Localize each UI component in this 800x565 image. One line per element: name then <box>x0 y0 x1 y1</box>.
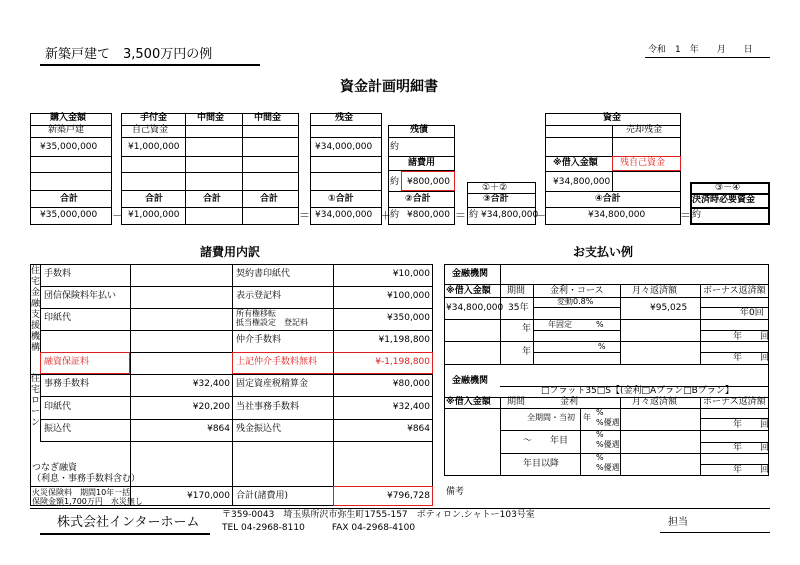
expense-right-label: 当社事務手数料 <box>236 402 300 412</box>
percent-3: % <box>596 430 604 439</box>
company-address: 〒359-0043 埼玉県所沢市弥生町1755-157 ボティロン.シャトー103号室 <box>222 510 535 520</box>
expense-right-label: 残金振込代 <box>236 424 282 434</box>
total-balance: ¥34,000,000 <box>315 210 373 220</box>
op-equal-3: ＝ <box>680 209 691 222</box>
expenses-total-label: 合計(諸費用) <box>236 491 289 501</box>
bonus2-label: ボーナス返済額 <box>703 397 766 407</box>
divider <box>444 408 769 409</box>
expense-left-value: ¥32,400 <box>192 379 230 389</box>
divider <box>121 137 299 138</box>
deposit-header: 手付金 <box>140 113 168 123</box>
divider <box>580 408 581 476</box>
rate-course-label: 金利・コース <box>550 286 604 296</box>
years-35: 35年 <box>508 303 529 313</box>
total-sum: ¥34,800,000 <box>481 210 539 220</box>
debt-approx: 約 <box>390 142 400 152</box>
monthly2-label: 月々返済額 <box>632 397 678 407</box>
total-approx-2: 約 <box>469 210 479 220</box>
divider <box>700 330 769 331</box>
loan-label: ※借入金額 <box>446 286 491 296</box>
expense-left-label: 事務手数料 <box>44 379 90 389</box>
expense-right-label: 契約書印紙代 <box>236 269 291 279</box>
company-underline <box>40 533 210 535</box>
op-minus-1: － <box>112 209 123 222</box>
expense-left-label: 印紙代 <box>44 313 72 323</box>
total-label-3: 合計 <box>203 194 222 204</box>
expense-left-value: ¥864 <box>207 424 230 434</box>
divider <box>232 264 233 506</box>
expenses-section-title: 諸費用内訳 <box>200 245 261 259</box>
fire-label-1: 火災保険料 期間10年一括 <box>32 488 131 497</box>
divider <box>545 191 681 192</box>
total-label-2: 合計 <box>145 194 164 204</box>
settlement-approx: 約 <box>692 210 702 220</box>
fixed-label: 年固定 % <box>548 320 604 329</box>
period2-label: 期間 <box>507 397 526 407</box>
divider <box>310 125 382 126</box>
divider <box>185 113 186 225</box>
expense-right-value: ¥10,000 <box>392 269 430 279</box>
settlement-label: 決済時必要資金 <box>692 195 756 205</box>
total-label-1: 合計 <box>60 194 79 204</box>
divider <box>444 297 769 298</box>
row-divider <box>40 441 433 442</box>
divider <box>310 137 382 138</box>
divider <box>121 172 299 173</box>
total-1-label: ①合計 <box>328 194 354 204</box>
monthly-value: ¥95,025 <box>650 303 688 313</box>
total-deposit: ¥1,000,000 <box>128 210 180 220</box>
total-fund: ¥34,800,000 <box>588 210 646 220</box>
purchase-value: ¥35,000,000 <box>40 142 98 152</box>
variable-rate: 変動0.8% <box>557 297 594 306</box>
divider <box>121 207 299 208</box>
percent-pref-1: %優遇 <box>596 418 620 427</box>
expense-right-value: ¥100,000 <box>387 291 430 301</box>
bridge-label-1: つなぎ融資 <box>32 463 78 473</box>
doc-subtitle: 新築戸建て 3,500万円の例 <box>45 47 213 62</box>
expense-right-label: 固定資産税精算金 <box>236 379 309 389</box>
divider <box>310 156 382 157</box>
remarks-label: 備考 <box>446 487 465 497</box>
divider <box>388 137 455 138</box>
staff-underline <box>660 532 770 533</box>
divider <box>500 264 501 284</box>
bonus-0: 年0回 <box>740 308 764 318</box>
divider <box>388 207 455 208</box>
expense-right-label: 仲介手数料 <box>236 335 282 345</box>
loan-amount-label: ※借入金額 <box>553 158 598 168</box>
date-label: 令和 1 年 月 日 <box>648 45 753 55</box>
row-divider <box>40 396 433 397</box>
page-title: 資金計画明細書 <box>340 79 438 95</box>
side-label-1: 住宅金融支援機構 <box>31 266 41 353</box>
expense-right-value: ¥32,400 <box>392 402 430 412</box>
divider <box>310 207 382 208</box>
expense-left-value: ¥20,200 <box>192 402 230 412</box>
payments-section-title: お支払い例 <box>573 245 634 259</box>
kai-4: 年 回 <box>733 443 770 453</box>
row-divider <box>40 374 433 375</box>
divider <box>388 191 455 192</box>
divider <box>30 156 112 157</box>
flat35-label: □フラット35□S【(金利□Aプラン□Bプラン】 <box>541 386 734 396</box>
bridge-label-2: （利息・事務手数料含む） <box>32 474 141 484</box>
percent-2: % <box>596 408 604 417</box>
institution-label: 金融機関 <box>452 269 489 279</box>
debt-header: 残債 <box>410 125 429 135</box>
expense-right-value: ¥350,000 <box>387 313 430 323</box>
kai-1: 年 回 <box>733 332 770 342</box>
expense-right-value: ¥864 <box>407 424 430 434</box>
year-after: 年目以降 <box>523 459 560 469</box>
row-divider <box>40 419 433 420</box>
interim-header-1: 中間金 <box>197 113 225 123</box>
total-3-label: ③合計 <box>483 194 509 204</box>
total-expenses: ¥800,000 <box>407 210 450 220</box>
deposit-value: ¥1,000,000 <box>128 142 180 152</box>
expenses-header: 諸費用 <box>408 158 436 168</box>
percent-pref-3: %優遇 <box>596 463 620 472</box>
divider <box>121 190 299 191</box>
op-plus: ＋ <box>380 209 391 222</box>
divider <box>533 330 620 331</box>
expense-left-label: 印紙代 <box>44 402 72 412</box>
divider <box>444 364 769 365</box>
purchase-header: 購入金額 <box>50 113 87 123</box>
divider <box>444 319 769 320</box>
total-4-label: ④合計 <box>595 194 621 204</box>
period-label: 期間 <box>507 286 526 296</box>
settlement-header: ③－④ <box>715 183 741 193</box>
purchase-sub: 新築戸建 <box>48 125 85 135</box>
staff-label: 担当 <box>668 517 688 528</box>
balance-box <box>310 113 382 225</box>
sum-header: ①＋② <box>482 183 508 193</box>
divider <box>388 156 455 157</box>
percent-1: % <box>598 342 606 351</box>
divider <box>500 430 769 431</box>
monthly-label: 月々返済額 <box>632 286 678 296</box>
total-label-4: 合計 <box>260 194 279 204</box>
expense-left-label: 手数料 <box>44 269 72 279</box>
divider <box>30 137 112 138</box>
total-approx-1: 約 <box>390 210 400 220</box>
percent-pref-2: %優遇 <box>596 440 620 449</box>
own-fund-label: 残自己資金 <box>620 158 666 168</box>
divider <box>500 453 769 454</box>
divider <box>30 207 112 208</box>
balance-header: 残金 <box>335 113 354 123</box>
total-purchase: ¥35,000,000 <box>40 210 98 220</box>
divider <box>545 137 681 138</box>
total-2-label: ②合計 <box>405 194 431 204</box>
divider <box>533 307 620 308</box>
rate2-label: 金利 <box>560 397 579 407</box>
op-equal-1: ＝ <box>299 209 310 222</box>
divider <box>444 284 769 285</box>
divider <box>121 156 299 157</box>
expenses-value: ¥800,000 <box>407 177 450 187</box>
fire-label-2: 保険金額1,700万円 水災無し <box>32 497 143 506</box>
op-minus-2: － <box>535 209 546 222</box>
divider <box>333 264 334 506</box>
company-name: 株式会社インターホーム <box>57 515 200 530</box>
divider <box>130 264 131 506</box>
sale-balance: 売却残金 <box>626 125 663 135</box>
interim-header-2: 中間金 <box>254 113 282 123</box>
op-equal-2: ＝ <box>455 209 466 222</box>
expenses-approx: 約 <box>390 177 400 187</box>
expenses-total-value: ¥796,728 <box>387 491 430 501</box>
divider <box>30 172 112 173</box>
divider <box>620 284 621 364</box>
divider <box>690 207 770 209</box>
year-unit-1: 年 <box>522 324 532 334</box>
deposit-sub: 自己資金 <box>132 125 169 135</box>
side-label-2: 住宅ローン <box>31 374 41 428</box>
kai-3: 年 回 <box>733 420 770 430</box>
divider <box>30 374 40 375</box>
divider <box>467 207 536 208</box>
balance-value: ¥34,000,000 <box>315 142 373 152</box>
expense-left-label: 振込代 <box>44 424 72 434</box>
loan2-label: ※借入金額 <box>446 397 491 407</box>
full-period: 全期間・当初 年 <box>527 413 591 422</box>
date-underline <box>645 57 770 58</box>
expense-right-value: ¥80,000 <box>392 379 430 389</box>
divider <box>545 171 681 172</box>
expense-right-label: 表示登記料 <box>236 291 282 301</box>
kai-2: 年 回 <box>733 353 770 363</box>
company-contact: TEL 04-2968-8110 FAX 04-2968-4100 <box>222 523 416 533</box>
bonus-label: ボーナス返済額 <box>703 286 766 296</box>
divider <box>545 207 681 208</box>
loan-value: ¥34,800,000 <box>446 303 504 313</box>
divider <box>242 113 243 225</box>
subtitle-underline <box>40 64 260 66</box>
divider <box>444 341 769 342</box>
year-unit-2: 年 <box>522 347 532 357</box>
divider <box>30 508 770 509</box>
expense-left-label: 融資保証料 <box>44 357 90 367</box>
divider <box>310 172 382 173</box>
expense-right-value: ¥-1,198,800 <box>375 357 430 367</box>
row-divider <box>40 286 433 287</box>
percent-4: % <box>596 453 604 462</box>
fund-header: 資金 <box>603 113 622 123</box>
tilde-year: ～ 年目 <box>523 436 569 446</box>
divider <box>700 418 769 419</box>
kai-5: 年 回 <box>733 465 770 475</box>
divider <box>500 284 501 364</box>
loan-amount-value: ¥34,800,000 <box>553 177 611 187</box>
expense-right-label2: 抵当権設定 登記料 <box>236 318 308 327</box>
expense-left-label: 団信保険料年払い <box>44 291 117 301</box>
expense-right-label: 上記仲介手数料無料 <box>236 357 318 367</box>
divider <box>310 190 382 191</box>
expense-right-value: ¥1,198,800 <box>378 335 430 345</box>
institution2-label: 金融機関 <box>452 376 489 386</box>
fire-value: ¥170,000 <box>187 491 230 501</box>
divider <box>30 190 112 191</box>
expense-right-label: 所有権移転 <box>236 309 276 318</box>
divider <box>533 352 620 353</box>
divider <box>700 307 769 308</box>
row-divider <box>40 330 433 331</box>
